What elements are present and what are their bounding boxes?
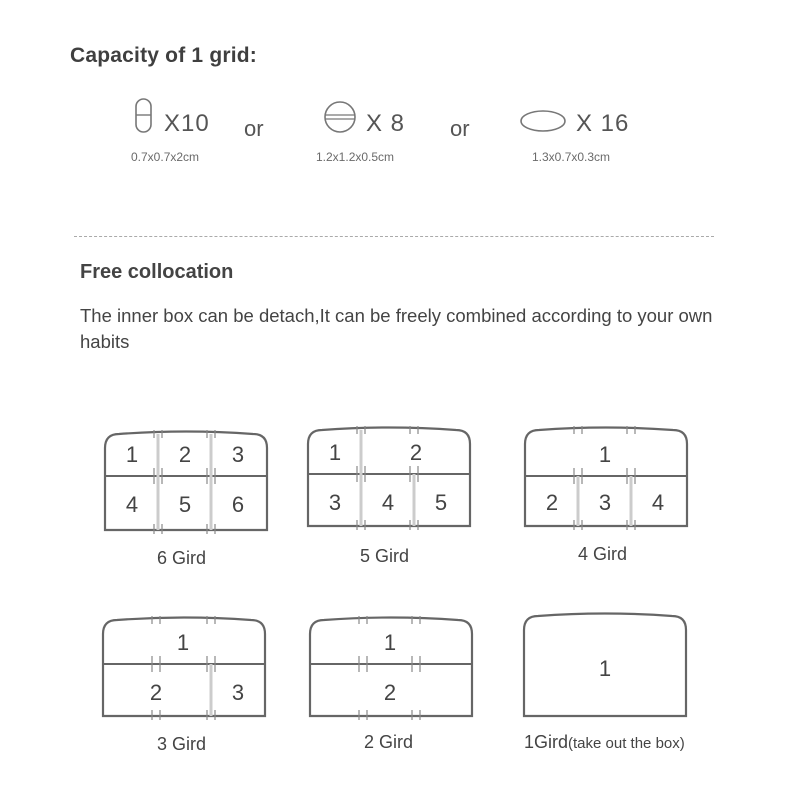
grid-caption-4: 4 Gird [578, 544, 628, 564]
grid-cell-label: 4 [651, 490, 665, 515]
oval-tablet-icon [518, 108, 568, 134]
grid-cell-label: 2 [383, 680, 397, 705]
grid-cell-label: 3 [598, 490, 612, 515]
grid-caption-2: 2 Gird [364, 732, 414, 752]
grid-cell-label: 6 [231, 492, 245, 517]
grid-cell-label: 2 [178, 442, 192, 467]
dashed-divider [74, 236, 714, 237]
grid-caption-5: 5 Gird [360, 546, 410, 566]
or-separator: or [244, 116, 264, 141]
grid-diagram-3 [101, 616, 267, 720]
oval-tablet-qty: X 16 [576, 110, 630, 137]
grid-cell-label: 4 [381, 490, 395, 515]
grid-diagram-1 [522, 612, 688, 720]
capsule-icon [134, 97, 154, 135]
grid-cell-label: 3 [328, 490, 342, 515]
grid-cell-label: 5 [434, 490, 448, 515]
grid-cell-label: 3 [231, 442, 245, 467]
grid-cell-label: 2 [149, 680, 163, 705]
grid-caption-1 [524, 732, 685, 753]
or-separator: or [450, 116, 470, 141]
grid-cell-label: 1 [125, 442, 139, 467]
grid-caption-6: 6 Gird [157, 548, 207, 568]
grid-cell-label: 3 [231, 680, 245, 705]
capacity-title: Capacity of 1 grid: [70, 44, 257, 67]
round-tablet-dims: 1.2x1.2x0.5cm [316, 150, 395, 164]
free-collocation-title: Free collocation [80, 261, 234, 283]
grid-diagram-5 [306, 426, 472, 530]
grid-cell-label: 4 [125, 492, 139, 517]
round-tablet-qty: X 8 [366, 110, 406, 137]
free-collocation-description: The inner box can be detach,It can be freely combined according to your own habits [80, 305, 713, 352]
grid-diagram-4 [523, 426, 689, 530]
grid-cell-label: 2 [545, 490, 559, 515]
grid-diagram-2 [308, 616, 474, 720]
capsule-dims: 0.7x0.7x2cm [131, 150, 200, 164]
grid-cell-label: 1 [598, 656, 612, 681]
grid-caption-1-note: (take out the box) [568, 735, 685, 752]
grid-cell-label: 5 [178, 492, 192, 517]
grid-caption-3: 3 Gird [157, 734, 207, 754]
grid-cell-label: 1 [383, 630, 397, 655]
oval-tablet-dims: 1.3x0.7x0.3cm [532, 150, 611, 164]
grid-cell-label: 2 [409, 440, 423, 465]
capsule-qty: X10 [164, 110, 210, 137]
grid-diagram-6 [103, 430, 269, 534]
grid-cell-label: 1 [328, 440, 342, 465]
grid-cell-label: 1 [176, 630, 190, 655]
round-tablet-icon [322, 100, 358, 134]
grid-caption-1-main: 1Gird [524, 732, 569, 752]
grid-cell-label: 1 [598, 442, 612, 467]
